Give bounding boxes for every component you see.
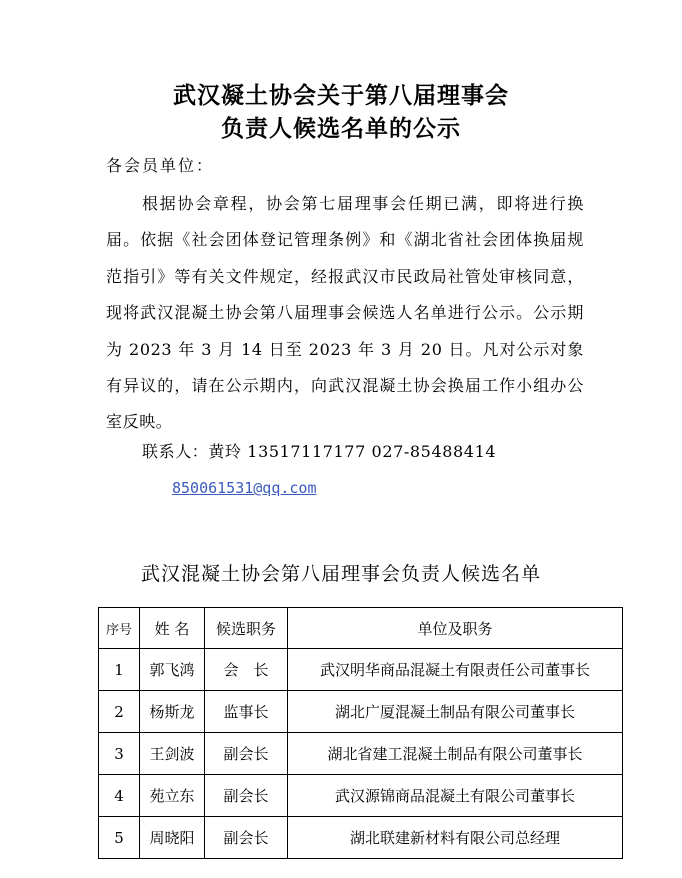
row-name: 郭飞鸿 (140, 649, 205, 691)
contact-line: 联系人：黄玲 13517117177 027-85488414 (142, 442, 497, 461)
row-position: 副会长 (205, 775, 288, 817)
table-header-row (99, 608, 623, 649)
row-name: 杨斯龙 (140, 691, 205, 733)
notice-body-paragraph: 根据协会章程，协会第七届理事会任期已满，即将进行换届。依据《社会团体登记管理条例》和《湖北省社会团体换届规范指引》等有关文件规定，经报武汉市民政局社管处审核同意，现将武汉混凝土协会第八届理事会候选人名单进行公示。公示期为 2023 年 3 月 14 日至 2023 年 3 月 20 日。凡对公示对象有异议的，请在公示期内，向武汉混凝土协会换届工作小组办公室反映。 (106, 194, 584, 432)
notice-title-line-1: 武汉凝土协会关于第八届理事会 (173, 83, 509, 109)
header-organization: 单位及职务 (288, 608, 623, 649)
row-number: 4 (99, 775, 140, 817)
row-number: 2 (99, 691, 140, 733)
row-number: 3 (99, 733, 140, 775)
contact-email-link[interactable]: 850061531@qq.com (172, 479, 317, 497)
table-row (99, 775, 623, 817)
header-number: 序号 (99, 608, 140, 649)
salutation: 各会员单位： (106, 156, 215, 175)
row-name: 苑立东 (140, 775, 205, 817)
table-row (99, 649, 623, 691)
header-name: 姓 名 (140, 608, 205, 649)
row-position: 副会长 (205, 733, 288, 775)
row-number: 1 (99, 649, 140, 691)
row-organization: 湖北省建工混凝土制品有限公司董事长 (288, 733, 623, 775)
row-organization: 武汉明华商品混凝土有限责任公司董事长 (288, 649, 623, 691)
notice-title-line-2: 负责人候选名单的公示 (221, 116, 461, 142)
table-row (99, 691, 623, 733)
row-position: 副会长 (205, 817, 288, 859)
row-name: 王剑波 (140, 733, 205, 775)
table-row (99, 733, 623, 775)
row-position: 会 长 (205, 649, 288, 691)
row-position: 监事长 (205, 691, 288, 733)
row-organization: 湖北广厦混凝土制品有限公司董事长 (288, 691, 623, 733)
table-row (99, 817, 623, 859)
row-organization: 武汉源锦商品混凝土有限公司董事长 (288, 775, 623, 817)
header-position: 候选职务 (205, 608, 288, 649)
row-name: 周晓阳 (140, 817, 205, 859)
row-number: 5 (99, 817, 140, 859)
candidate-table (98, 607, 623, 859)
row-organization: 湖北联建新材料有限公司总经理 (288, 817, 623, 859)
candidate-table-title: 武汉混凝土协会第八届理事会负责人候选名单 (140, 563, 541, 585)
